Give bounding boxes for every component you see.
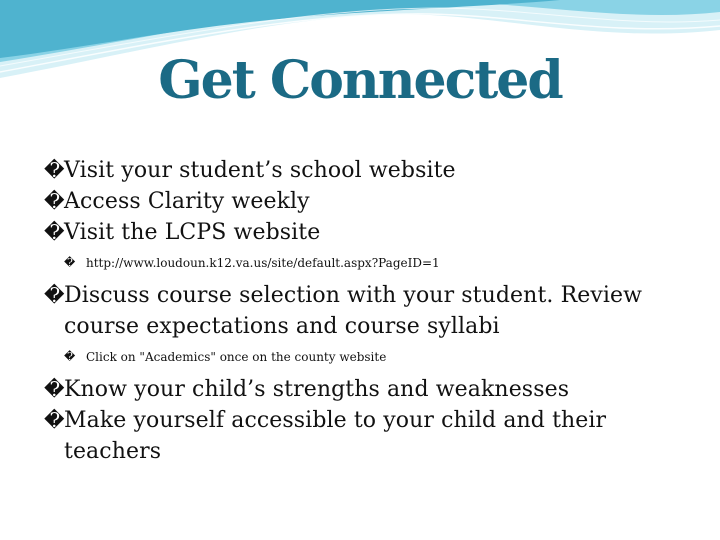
bullet-marker-icon: � [44, 158, 65, 182]
slide-title: Get Connected [158, 50, 562, 111]
bullet-text: Visit your student’s school website [64, 158, 456, 183]
bullet-item [44, 405, 684, 467]
sub-bullet-item [44, 348, 684, 366]
bullet-text: Know your child’s strengths and weaknesses [64, 377, 570, 402]
bullet-item [44, 280, 684, 342]
bullet-item [44, 217, 684, 248]
bullet-list [44, 155, 684, 467]
bullet-item [44, 374, 684, 405]
bullet-marker-icon: � [44, 283, 65, 307]
sub-bullet-item [44, 254, 684, 272]
sub-bullet-marker-icon: � [64, 256, 76, 269]
bullet-text: Discuss course selection with your student. Review course expectations and course syllabi [64, 283, 643, 339]
bullet-marker-icon: � [44, 220, 65, 244]
bullet-marker-icon: � [44, 408, 65, 432]
lcps-website-url: http://www.loudoun.k12.va.us/site/default.aspx?PageID=1 [86, 256, 440, 270]
bullet-marker-icon: � [44, 189, 65, 213]
sub-bullet-marker-icon: � [64, 350, 76, 363]
bullet-item [44, 186, 684, 217]
bullet-text: Make yourself accessible to your child and their teachers [64, 408, 607, 464]
bullet-marker-icon: � [44, 377, 65, 401]
bullet-text: Visit the LCPS website [64, 220, 321, 245]
bullet-text: Access Clarity weekly [64, 189, 310, 214]
bullet-item [44, 155, 684, 186]
sub-bullet-text: Click on "Academics" once on the county website [86, 350, 387, 364]
